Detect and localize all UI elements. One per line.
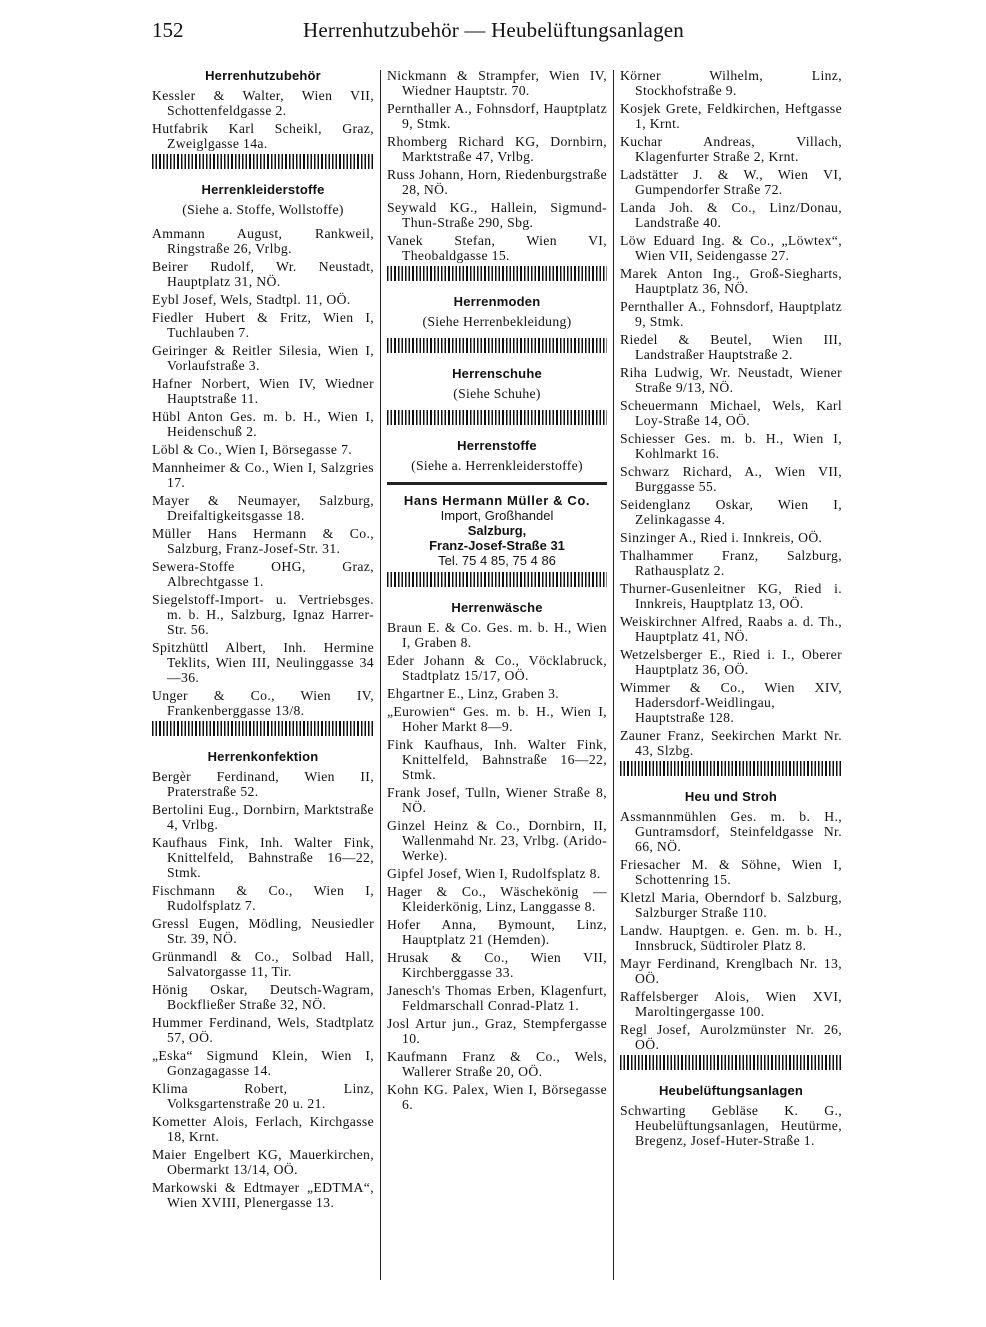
section-heading: Heubelüftungsanlagen <box>658 1083 804 1098</box>
list-item: Seidenglanz Oskar, Wien I, Zelinkagasse 4. <box>620 497 842 527</box>
section-separator <box>620 761 842 776</box>
list-item: Ammann August, Rankweil, Ringstraße 26, Vrlbg. <box>152 226 374 256</box>
entry-list <box>620 68 842 758</box>
list-item: Sinzinger A., Ried i. Innkreis, OÖ. <box>620 530 823 545</box>
list-item: Kaufmann Franz & Co., Wels, Wallerer Straße 20, OÖ. <box>387 1049 607 1079</box>
list-item: Siegelstoff-Import- u. Vertriebsges. m. b. H., Salzburg, Ignaz Harrer-Str. 56. <box>152 592 374 637</box>
list-item: Klima Robert, Linz, Volksgartenstraße 20 u. 21. <box>152 1081 374 1111</box>
section-separator <box>152 721 374 736</box>
list-item: Weiskirchner Alfred, Raabs a. d. Th., Hauptplatz 41, NÖ. <box>620 614 842 644</box>
list-item: Thalhammer Franz, Salzburg, Rathausplatz 2. <box>620 548 842 578</box>
list-item: Nickmann & Strampfer, Wien IV, Wiedner Hauptstr. 70. <box>387 68 607 98</box>
entry-list <box>152 769 374 1210</box>
list-item: Geiringer & Reitler Silesia, Wien I, Vorlaufstraße 3. <box>152 343 374 373</box>
list-item: Fink Kaufhaus, Inh. Walter Fink, Knittelfeld, Bahnstraße 16—22, Stmk. <box>387 737 607 782</box>
list-item: Müller Hans Hermann & Co., Salzburg, Franz-Josef-Str. 31. <box>152 526 374 556</box>
list-item: Riedel & Beutel, Wien III, Landstraßer Hauptstraße 2. <box>620 332 842 362</box>
list-item: Löbl & Co., Wien I, Börsegasse 7. <box>152 442 353 457</box>
list-item: Unger & Co., Wien IV, Frankenberggasse 13/8. <box>152 688 374 718</box>
list-item: Kosjek Grete, Feldkirchen, Heftgasse 1, Krnt. <box>620 101 842 131</box>
list-item: „Eska“ Sigmund Klein, Wien I, Gonzagagasse 14. <box>152 1048 374 1078</box>
list-item: Riha Ludwig, Wr. Neustadt, Wiener Straße 9/13, NÖ. <box>620 365 842 395</box>
list-item: Regl Josef, Aurolzmünster Nr. 26, OÖ. <box>620 1022 842 1052</box>
list-item: Pernthaller A., Fohnsdorf, Hauptplatz 9, Stmk. <box>620 299 842 329</box>
list-item: Zauner Franz, Seekirchen Markt Nr. 43, Slzbg. <box>620 728 842 758</box>
list-item: Bertolini Eug., Dornbirn, Marktstraße 4, Vrlbg. <box>152 802 374 832</box>
list-item: Sewera-Stoffe OHG, Graz, Albrechtgasse 1. <box>152 559 374 589</box>
list-item: Hager & Co., Wäschekönig — Kleiderkönig, Linz, Langgasse 8. <box>387 884 607 914</box>
list-item: „Eurowien“ Ges. m. b. H., Wien I, Hoher Markt 8—9. <box>387 704 607 734</box>
section-heading: Herrenstoffe <box>457 438 537 453</box>
list-item: Russ Johann, Horn, Riedenburgstraße 28, NÖ. <box>387 167 607 197</box>
list-item: Maier Engelbert KG, Mauerkirchen, Obermarkt 13/14, OÖ. <box>152 1147 374 1177</box>
list-item: Hübl Anton Ges. m. b. H., Wien I, Heidenschuß 2. <box>152 409 374 439</box>
list-item: Pernthaller A., Fohnsdorf, Hauptplatz 9, Stmk. <box>387 101 607 131</box>
list-item: Bergèr Ferdinand, Wien II, Praterstraße 52. <box>152 769 374 799</box>
list-item: Schiesser Ges. m. b. H., Wien I, Kohlmarkt 16. <box>620 431 842 461</box>
entry-list <box>387 620 607 1112</box>
ad-telephone: Tel. 75 4 85, 75 4 86 <box>438 553 556 568</box>
section-separator <box>620 1055 842 1070</box>
cross-reference: (Siehe Herrenbekleidung) <box>422 314 572 329</box>
section-heading: Herrenmoden <box>453 294 541 309</box>
list-item: Fiedler Hubert & Fritz, Wien I, Tuchlauben 7. <box>152 310 374 340</box>
list-item: Landw. Hauptgen. e. Gen. m. b. H., Innsbruck, Südtiroler Platz 8. <box>620 923 842 953</box>
list-item: Marek Anton Ing., Groß-Siegharts, Hauptplatz 36, NÖ. <box>620 266 842 296</box>
list-item: Kometter Alois, Ferlach, Kirchgasse 18, Krnt. <box>152 1114 374 1144</box>
list-item: Kuchar Andreas, Villach, Klagenfurter Straße 2, Krnt. <box>620 134 842 164</box>
column-left <box>152 68 374 1213</box>
list-item: Hummer Ferdinand, Wels, Stadtplatz 57, OÖ. <box>152 1015 374 1045</box>
list-item: Hönig Oskar, Deutsch-Wagram, Bockfließer Straße 32, NÖ. <box>152 982 374 1012</box>
cross-reference: (Siehe a. Herrenkleiderstoffe) <box>411 458 583 473</box>
ad-city: Salzburg, <box>467 523 527 538</box>
list-item: Rhomberg Richard KG, Dornbirn, Marktstraße 47, Vrlbg. <box>387 134 607 164</box>
ad-business-type: Import, Großhandel <box>440 508 554 523</box>
column-rule <box>613 70 614 1280</box>
list-item: Scheuermann Michael, Wels, Karl Loy-Straße 14, OÖ. <box>620 398 842 428</box>
list-item: Hafner Norbert, Wien IV, Wiedner Hauptstraße 11. <box>152 376 374 406</box>
column-right <box>620 68 842 1151</box>
list-item: Mayr Ferdinand, Krenglbach Nr. 13, OÖ. <box>620 956 842 986</box>
column-rule <box>380 70 381 1280</box>
entry-list <box>152 226 374 718</box>
list-item: Kohn KG. Palex, Wien I, Börsegasse 6. <box>387 1082 607 1112</box>
section-heading: Herrenhutzubehör <box>205 68 321 83</box>
list-item: Assmannmühlen Ges. m. b. H., Guntramsdorf, Steinfeldgasse Nr. 66, NÖ. <box>620 809 842 854</box>
list-item: Hrusak & Co., Wien VII, Kirchberggasse 33. <box>387 950 607 980</box>
ad-company-name: Hans Hermann Müller & Co. <box>403 493 591 508</box>
section-heading: Herrenkonfektion <box>207 749 319 764</box>
ad-street: Franz-Josef-Straße 31 <box>429 538 565 553</box>
list-item: Josl Artur jun., Graz, Stempfergasse 10. <box>387 1016 607 1046</box>
section-separator <box>387 572 607 587</box>
entry-list <box>620 809 842 1052</box>
running-title: Herrenhutzubehör — Heubelüftungsanlagen <box>303 18 685 42</box>
list-item: Friesacher M. & Söhne, Wien I, Schottenring 15. <box>620 857 842 887</box>
list-item: Frank Josef, Tulln, Wiener Straße 8, NÖ. <box>387 785 607 815</box>
entry-list <box>620 1103 842 1148</box>
page-number: 152 <box>152 18 184 42</box>
list-item: Ehgartner E., Linz, Graben 3. <box>387 686 560 701</box>
section-separator <box>152 154 374 169</box>
list-item: Hutfabrik Karl Scheikl, Graz, Zweiglgasse 14a. <box>152 121 374 151</box>
list-item: Mayer & Neumayer, Salzburg, Dreifaltigkeitsgasse 18. <box>152 493 374 523</box>
list-item: Janesch's Thomas Erben, Klagenfurt, Feldmarschall Conrad-Platz 1. <box>387 983 607 1013</box>
list-item: Gipfel Josef, Wien I, Rudolfsplatz 8. <box>387 866 601 881</box>
section-separator <box>387 482 607 485</box>
list-item: Löw Eduard Ing. & Co., „Löwtex“, Wien VII, Seidengasse 27. <box>620 233 842 263</box>
list-item: Kaufhaus Fink, Inh. Walter Fink, Knittelfeld, Bahnstraße 16—22, Stmk. <box>152 835 374 880</box>
entry-list <box>152 88 374 151</box>
list-item: Eybl Josef, Wels, Stadtpl. 11, OÖ. <box>152 292 351 307</box>
cross-reference: (Siehe a. Stoffe, Wollstoffe) <box>182 202 344 217</box>
list-item: Ginzel Heinz & Co., Dornbirn, II, Wallenmahd Nr. 23, Vrlbg. (Arido-Werke). <box>387 818 607 863</box>
list-item: Raffelsberger Alois, Wien XVI, Maroltingergasse 100. <box>620 989 842 1019</box>
list-item: Hofer Anna, Bymount, Linz, Hauptplatz 21 (Hemden). <box>387 917 607 947</box>
page-header <box>152 14 842 44</box>
column-middle <box>387 68 607 1115</box>
section-heading: Herrenschuhe <box>452 366 542 381</box>
section-heading: Heu und Stroh <box>684 789 778 804</box>
list-item: Seywald KG., Hallein, Sigmund-Thun-Straße 290, Sbg. <box>387 200 607 230</box>
list-item: Landa Joh. & Co., Linz/Donau, Landstraße 40. <box>620 200 842 230</box>
list-item: Eder Johann & Co., Vöcklabruck, Stadtplatz 15/17, OÖ. <box>387 653 607 683</box>
list-item: Braun E. & Co. Ges. m. b. H., Wien I, Graben 8. <box>387 620 607 650</box>
list-item: Körner Wilhelm, Linz, Stockhofstraße 9. <box>620 68 842 98</box>
list-item: Ladstätter J. & W., Wien VI, Gumpendorfer Straße 72. <box>620 167 842 197</box>
cross-reference: (Siehe Schuhe) <box>453 386 541 401</box>
list-item: Mannheimer & Co., Wien I, Salzgries 17. <box>152 460 374 490</box>
list-item: Markowski & Edtmayer „EDTMA“, Wien XVIII, Plenergasse 13. <box>152 1180 374 1210</box>
list-item: Grünmandl & Co., Solbad Hall, Salvatorgasse 11, Tir. <box>152 949 374 979</box>
list-item: Wimmer & Co., Wien XIV, Hadersdorf-Weidlingau, Hauptstraße 128. <box>620 680 842 725</box>
list-item: Thurner-Gusenleitner KG, Ried i. Innkreis, Hauptplatz 13, OÖ. <box>620 581 842 611</box>
list-item: Gressl Eugen, Mödling, Neusiedler Str. 39, NÖ. <box>152 916 374 946</box>
list-item: Kletzl Maria, Oberndorf b. Salzburg, Salzburger Straße 110. <box>620 890 842 920</box>
list-item: Vanek Stefan, Wien VI, Theobaldgasse 15. <box>387 233 607 263</box>
list-item: Kessler & Walter, Wien VII, Schottenfeldgasse 2. <box>152 88 374 118</box>
list-item: Schwarz Richard, A., Wien VII, Burggasse 55. <box>620 464 842 494</box>
list-item: Fischmann & Co., Wien I, Rudolfsplatz 7. <box>152 883 374 913</box>
section-heading: Herrenwäsche <box>451 600 543 615</box>
list-item: Beirer Rudolf, Wr. Neustadt, Hauptplatz 31, NÖ. <box>152 259 374 289</box>
advertisement <box>387 493 607 568</box>
section-separator <box>387 338 607 353</box>
list-item: Schwarting Gebläse K. G., Heubelüftungsanlagen, Heutürme, Bregenz, Josef-Huter-Straße 1. <box>620 1103 842 1148</box>
list-item: Wetzelsberger E., Ried i. I., Oberer Hauptplatz 36, OÖ. <box>620 647 842 677</box>
section-separator <box>387 266 607 281</box>
entry-list <box>387 68 607 263</box>
section-separator <box>387 410 607 425</box>
section-heading: Herrenkleiderstoffe <box>201 182 325 197</box>
list-item: Spitzhüttl Albert, Inh. Hermine Teklits, Wien III, Neulinggasse 34—36. <box>152 640 374 685</box>
